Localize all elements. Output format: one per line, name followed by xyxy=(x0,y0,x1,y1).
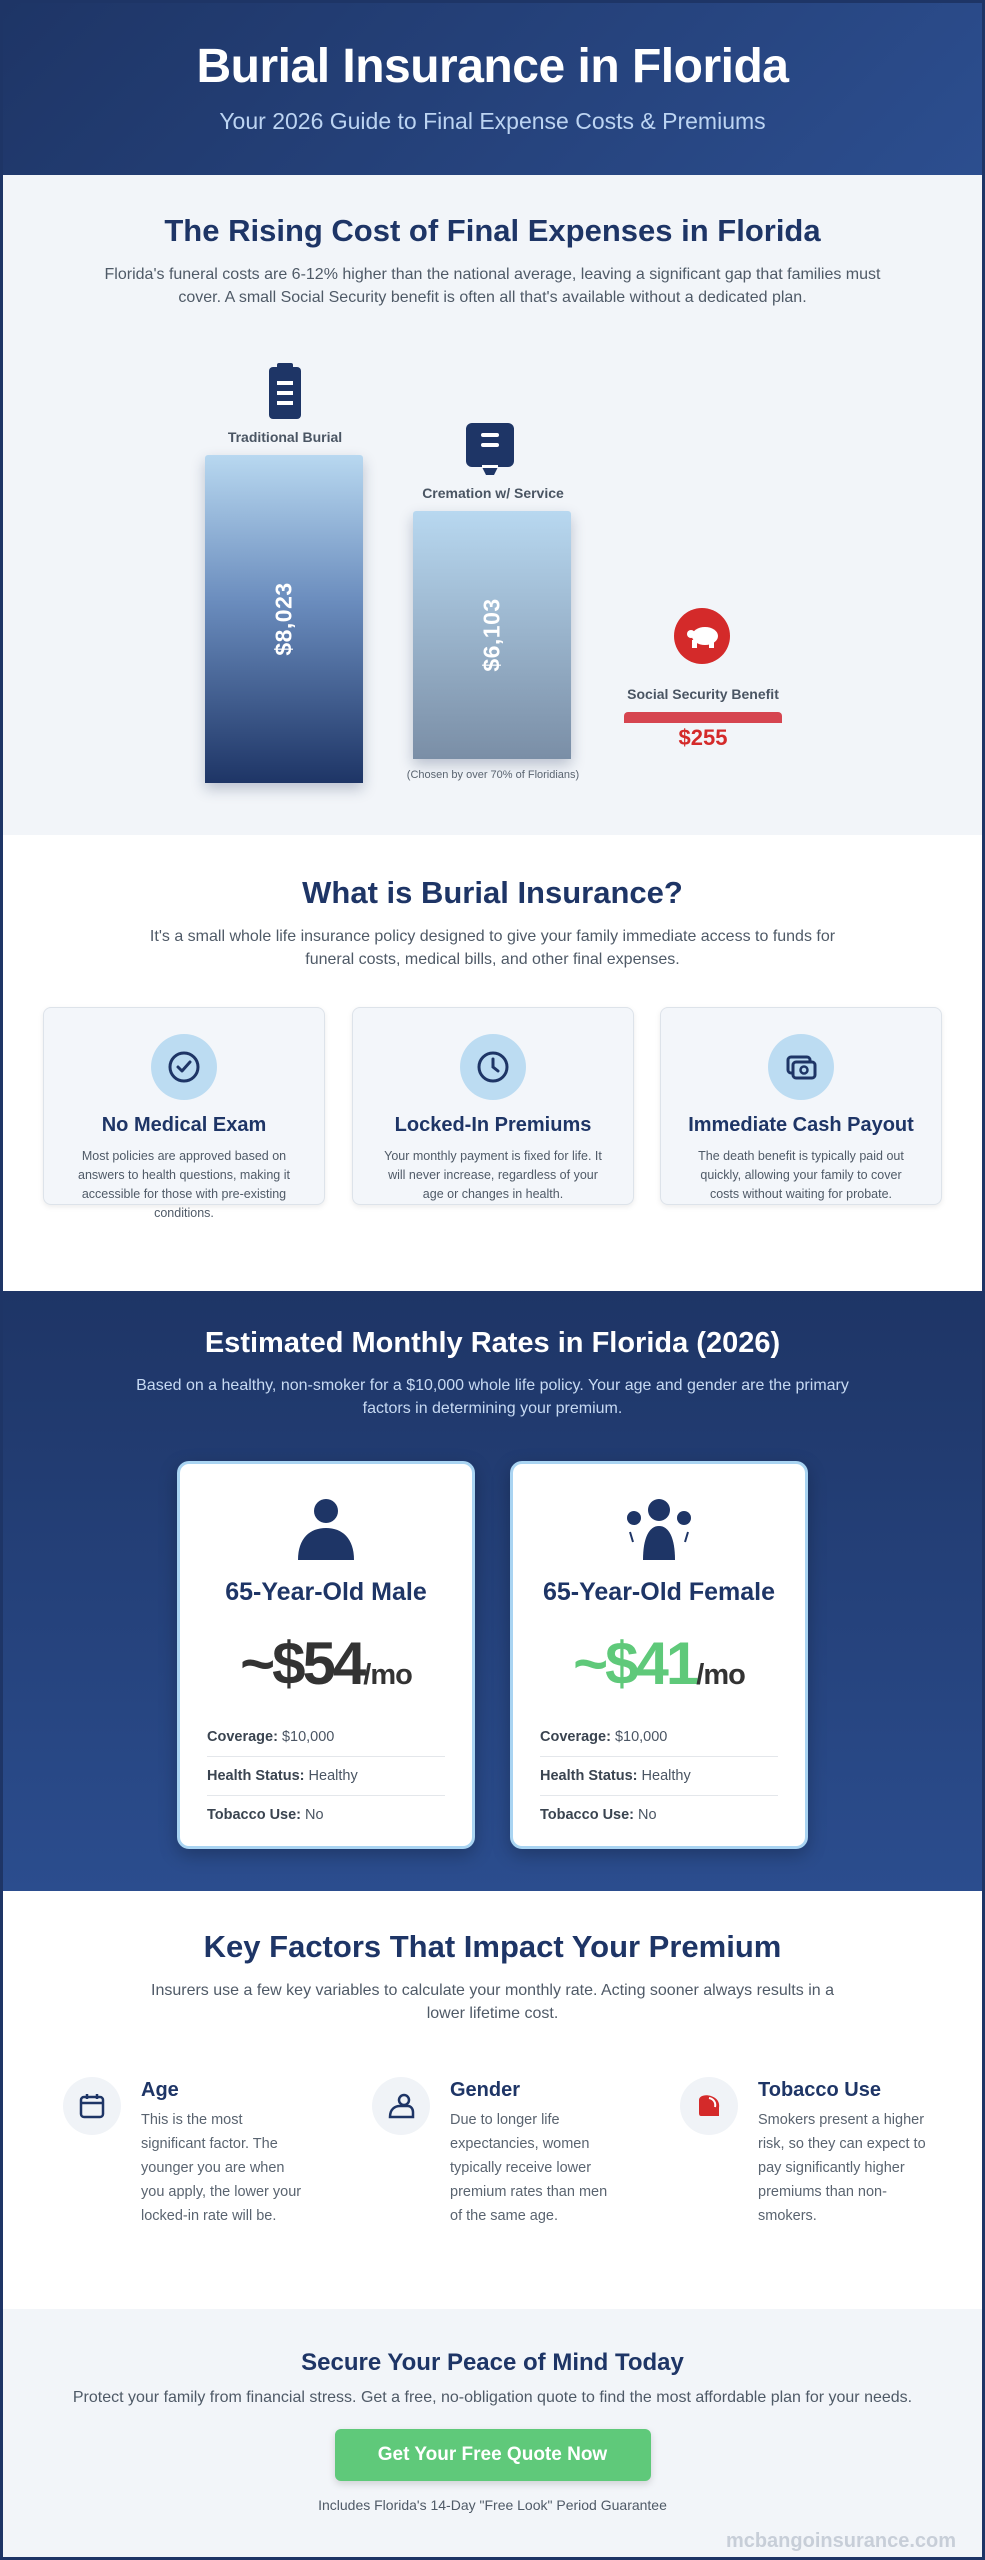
calendar-icon xyxy=(63,2077,121,2135)
page-title: Burial Insurance in Florida xyxy=(196,40,789,93)
factor-gender xyxy=(372,2077,632,2228)
factor-text: This is the most significant factor. The younger you are when you apply, the lower your locked-in rate will be. xyxy=(141,2112,302,2224)
gender-icon xyxy=(372,2077,430,2135)
factor-title: Gender xyxy=(450,2079,521,2101)
factors-section xyxy=(3,1891,982,2309)
rate-row-health: Health Status: Healthy xyxy=(207,1757,445,1796)
bar-label-traditional-burial: Traditional Burial xyxy=(227,429,343,445)
clock-icon xyxy=(460,1034,526,1100)
feature-card-locked-in-premiums xyxy=(352,1007,634,1205)
family-icon xyxy=(624,1498,694,1560)
rate-row-health: Health Status: Healthy xyxy=(540,1757,778,1796)
rate-price xyxy=(513,1629,805,1698)
factors-title: Key Factors That Impact Your Premium xyxy=(203,1929,782,1964)
bar-social-security xyxy=(624,712,782,723)
coffin-icon xyxy=(267,363,303,419)
rate-details xyxy=(207,1718,445,1834)
factor-age xyxy=(63,2077,323,2228)
cta-title: Secure Your Peace of Mind Today xyxy=(301,2349,684,2376)
factor-title: Age xyxy=(141,2079,179,2101)
factors-description: Insurers use a few key variables to calculate your monthly rate. Acting sooner always results in a lower lifetime cost. xyxy=(151,1982,834,2022)
rates-title: Estimated Monthly Rates in Florida (2026) xyxy=(204,1327,781,1359)
feature-text: The death benefit is typically paid out quickly, allowing your family to cover costs without waiting for probate. xyxy=(698,1149,904,1201)
check-circle-icon xyxy=(151,1034,217,1100)
what-is-section xyxy=(3,835,982,1291)
person-icon xyxy=(296,1498,356,1560)
rate-price xyxy=(180,1629,472,1698)
bar-label-cremation: Cremation w/ Service xyxy=(422,485,564,501)
rate-price-amount: ~$54 xyxy=(240,1630,364,1697)
rate-card-title: 65-Year-Old Male xyxy=(225,1578,427,1606)
feature-text: Most policies are approved based on answers to health questions, making it accessible for those with pre-existing conditions. xyxy=(78,1149,290,1220)
rate-row-coverage: Coverage: $10,000 xyxy=(540,1718,778,1757)
rate-row-tobacco: Tobacco Use: No xyxy=(207,1807,324,1823)
what-is-description: It's a small whole life insurance policy designed to give your family immediate access to funds for funeral costs, medical bills, and other final expenses. xyxy=(149,928,836,968)
bar-label-social-security: Social Security Benefit xyxy=(627,686,779,702)
rates-description: Based on a healthy, non-smoker for a $10,000 whole life policy. Your age and gender are the primary factors in determining your premium. xyxy=(136,1377,849,1417)
urn-icon xyxy=(464,421,516,477)
feature-cards xyxy=(43,1007,948,1220)
rate-row-tobacco: Tobacco Use: No xyxy=(540,1807,657,1823)
bar-traditional-burial xyxy=(205,455,363,783)
rate-card-male xyxy=(177,1461,475,1849)
cremation-note: (Chosen by over 70% of Floridians) xyxy=(406,769,580,781)
rate-price-amount: ~$41 xyxy=(573,1630,697,1697)
cta-description: Protect your family from financial stress. Get a free, no-obligation quote to find the most affordable plan for your needs. xyxy=(72,2389,913,2406)
what-is-title: What is Burial Insurance? xyxy=(302,875,683,910)
bar-value-cremation: $6,103 xyxy=(478,598,505,672)
cash-icon xyxy=(768,1034,834,1100)
rate-price-unit: /mo xyxy=(696,1659,745,1691)
rate-card-female xyxy=(510,1461,808,1849)
factor-text: Due to longer life expectancies, women typically receive lower premium rates than men of the same age. xyxy=(450,2112,608,2224)
factor-title: Tobacco Use xyxy=(758,2079,881,2101)
free-look-note: Includes Florida's 14-Day "Free Look" Period Guarantee xyxy=(318,2497,667,2513)
bar-cremation xyxy=(413,511,571,759)
feature-title: Immediate Cash Payout xyxy=(688,1114,914,1136)
feature-text: Your monthly payment is fixed for life. It will never increase, regardless of your age or changes in health. xyxy=(384,1149,602,1201)
header xyxy=(3,3,982,175)
rate-card-title: 65-Year-Old Female xyxy=(542,1578,776,1606)
rate-price-unit: /mo xyxy=(363,1659,412,1691)
rates-section xyxy=(3,1291,982,1891)
cta-section xyxy=(3,2309,982,2560)
bar-value-social-security: $255 xyxy=(678,725,728,750)
feature-card-no-medical-exam xyxy=(43,1007,325,1220)
cost-section-description: Florida's funeral costs are 6-12% higher than the national average, leaving a significant gap that families must cover. A small Social Security benefit is often all that's available without a dedicated plan. xyxy=(104,266,881,306)
feature-title: No Medical Exam xyxy=(101,1114,267,1136)
site-watermark: mcbangoinsurance.com xyxy=(725,2530,956,2552)
factor-text: Smokers present a higher risk, so they can expect to pay significantly higher premiums than non-smokers. xyxy=(758,2112,926,2224)
piggy-bank-icon xyxy=(673,607,731,665)
feature-card-immediate-cash-payout xyxy=(660,1007,942,1205)
cost-section xyxy=(3,175,982,835)
no-smoking-icon xyxy=(680,2077,738,2135)
cost-bar-chart xyxy=(3,175,985,835)
page-subtitle: Your 2026 Guide to Final Expense Costs & Premiums xyxy=(219,108,766,134)
rate-row-coverage: Coverage: $10,000 xyxy=(207,1718,445,1757)
get-quote-button[interactable]: Get Your Free Quote Now xyxy=(335,2429,651,2481)
feature-title: Locked-In Premiums xyxy=(394,1114,592,1136)
bar-value-traditional-burial: $8,023 xyxy=(270,582,297,656)
factor-tobacco xyxy=(680,2077,940,2228)
rate-details xyxy=(540,1718,778,1834)
cost-section-title: The Rising Cost of Final Expenses in Florida xyxy=(164,213,821,248)
